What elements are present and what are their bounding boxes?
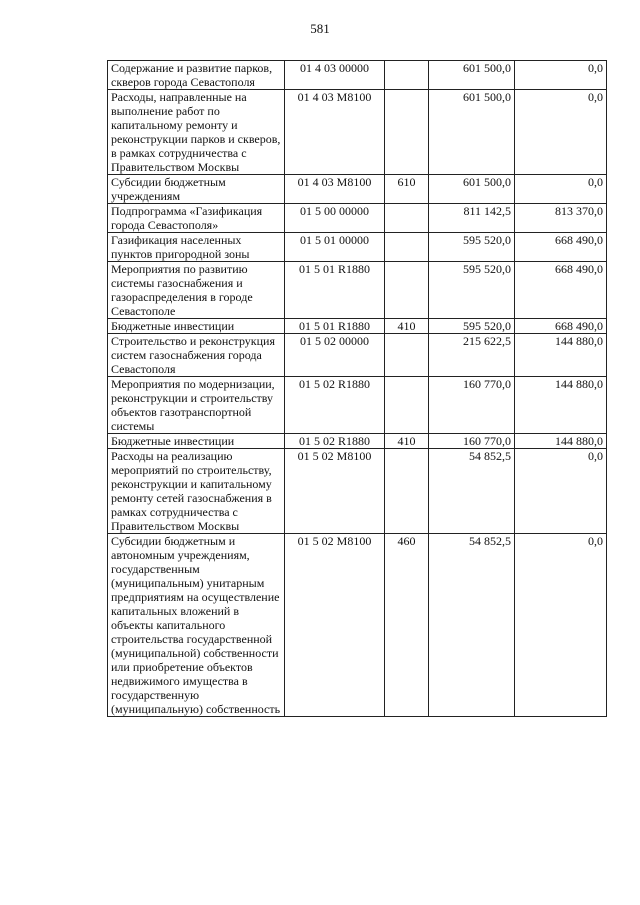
table-row — [108, 204, 607, 233]
row-sum2: 668 490,0 — [515, 262, 607, 319]
row-sum1: 160 770,0 — [429, 434, 515, 449]
row-name: Бюджетные инвестиции — [108, 434, 285, 449]
row-code: 01 5 01 R1880 — [285, 262, 385, 319]
row-sum1: 160 770,0 — [429, 377, 515, 434]
row-sum1: 595 520,0 — [429, 262, 515, 319]
row-type — [385, 204, 429, 233]
row-name: Строительство и реконструкция систем газоснабжения города Севастополя — [108, 334, 285, 377]
row-sum2: 0,0 — [515, 449, 607, 534]
row-sum1: 54 852,5 — [429, 534, 515, 717]
row-sum1: 811 142,5 — [429, 204, 515, 233]
row-sum1: 54 852,5 — [429, 449, 515, 534]
row-sum2: 0,0 — [515, 61, 607, 90]
row-type — [385, 377, 429, 434]
row-name: Подпрограмма «Газификация города Севастополя» — [108, 204, 285, 233]
row-type — [385, 262, 429, 319]
row-type: 460 — [385, 534, 429, 717]
row-name: Бюджетные инвестиции — [108, 319, 285, 334]
page-number: 581 — [310, 21, 330, 36]
table-row — [108, 319, 607, 334]
row-sum1: 601 500,0 — [429, 175, 515, 204]
table-row — [108, 334, 607, 377]
row-type: 410 — [385, 319, 429, 334]
row-sum2: 0,0 — [515, 175, 607, 204]
row-name: Мероприятия по модернизации, реконструкции и строительству объектов газотранспортной системы — [108, 377, 285, 434]
row-sum2: 0,0 — [515, 90, 607, 175]
row-name: Субсидии бюджетным и автономным учреждениям, государственным (муниципальным) унитарным предприятиям на осуществление капитальных вложений в объекты капитального строительства государственной (муниципальной) собственности или приобретение объектов недвижимого имущества в государственную (муниципальную) собственность — [108, 534, 285, 717]
row-sum1: 595 520,0 — [429, 233, 515, 262]
row-name: Расходы на реализацию мероприятий по строительству, реконструкции и капитальному ремонту сетей газоснабжения в рамках сотрудничества с Правительством Москвы — [108, 449, 285, 534]
row-type — [385, 334, 429, 377]
row-name: Расходы, направленные на выполнение работ по капитальному ремонту и реконструкции парков и скверов, в рамках сотрудничества с Правительством Москвы — [108, 90, 285, 175]
row-code: 01 5 02 R1880 — [285, 434, 385, 449]
table-row — [108, 534, 607, 717]
row-name: Мероприятия по развитию системы газоснабжения и газораспределения в городе Севастополе — [108, 262, 285, 319]
table-row — [108, 90, 607, 175]
row-sum2: 668 490,0 — [515, 233, 607, 262]
table-row — [108, 449, 607, 534]
row-code: 01 5 02 R1880 — [285, 377, 385, 434]
table-row — [108, 175, 607, 204]
row-name: Газификация населенных пунктов пригородной зоны — [108, 233, 285, 262]
row-sum2: 144 880,0 — [515, 377, 607, 434]
row-type — [385, 90, 429, 175]
row-type — [385, 61, 429, 90]
row-sum1: 595 520,0 — [429, 319, 515, 334]
table-row — [108, 434, 607, 449]
row-code: 01 5 01 R1880 — [285, 319, 385, 334]
table-row — [108, 262, 607, 319]
row-code: 01 5 02 00000 — [285, 334, 385, 377]
table-row — [108, 233, 607, 262]
row-sum2: 0,0 — [515, 534, 607, 717]
row-type: 410 — [385, 434, 429, 449]
row-code: 01 5 02 M8100 — [285, 534, 385, 717]
row-sum1: 601 500,0 — [429, 90, 515, 175]
row-code: 01 4 03 M8100 — [285, 175, 385, 204]
row-name: Субсидии бюджетным учреждениям — [108, 175, 285, 204]
row-code: 01 5 00 00000 — [285, 204, 385, 233]
table-row — [108, 61, 607, 90]
row-sum1: 215 622,5 — [429, 334, 515, 377]
row-type — [385, 233, 429, 262]
row-code: 01 4 03 M8100 — [285, 90, 385, 175]
table-row — [108, 377, 607, 434]
row-name: Содержание и развитие парков, скверов города Севастополя — [108, 61, 285, 90]
row-type — [385, 449, 429, 534]
row-code: 01 4 03 00000 — [285, 61, 385, 90]
row-code: 01 5 02 M8100 — [285, 449, 385, 534]
row-sum2: 813 370,0 — [515, 204, 607, 233]
row-code: 01 5 01 00000 — [285, 233, 385, 262]
row-sum1: 601 500,0 — [429, 61, 515, 90]
budget-table — [107, 60, 607, 717]
row-sum2: 144 880,0 — [515, 334, 607, 377]
row-sum2: 668 490,0 — [515, 319, 607, 334]
row-type: 610 — [385, 175, 429, 204]
row-sum2: 144 880,0 — [515, 434, 607, 449]
